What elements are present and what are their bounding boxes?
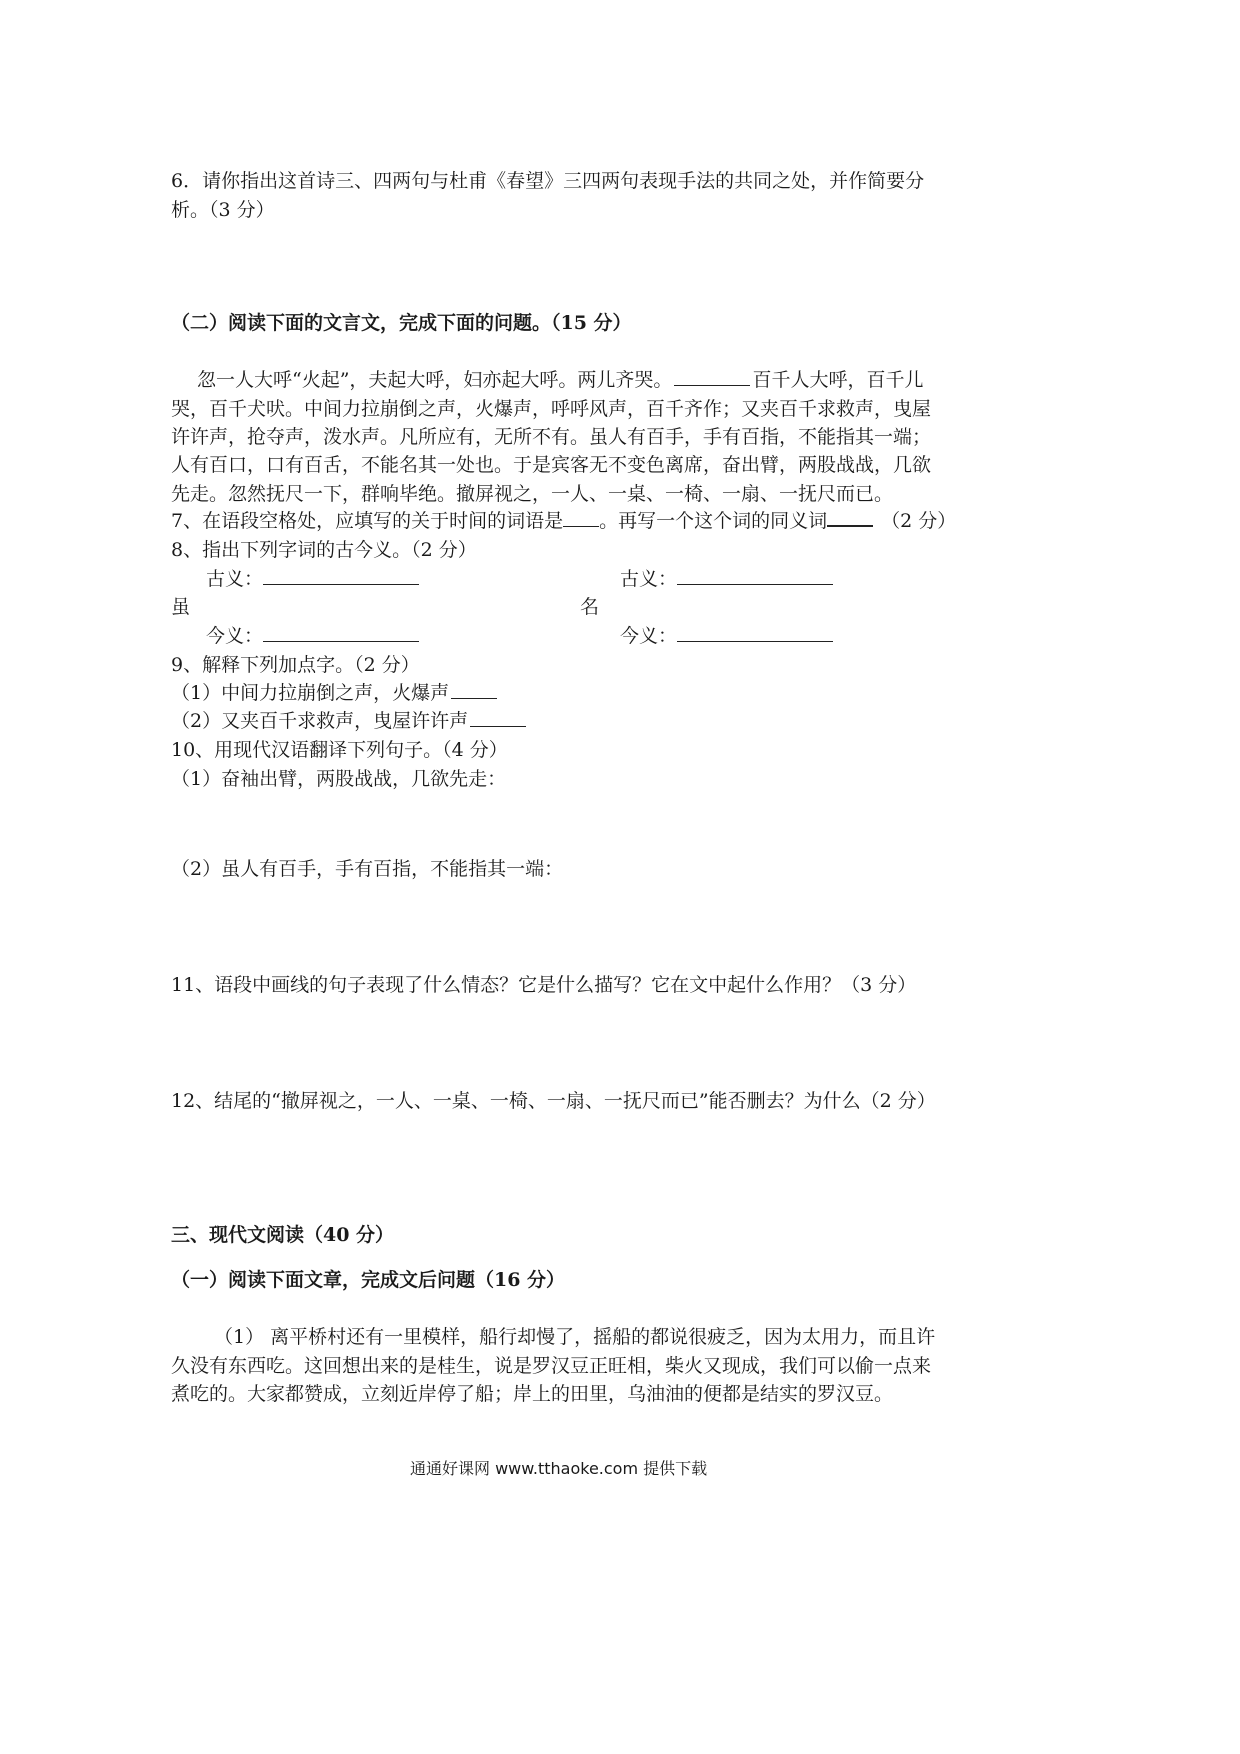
question-6-line2: 析。（3 分） (171, 199, 275, 221)
question-10-item-1: （1）奋袖出臂，两股战战，几欲先走： (171, 768, 507, 790)
question-6-line1: 6．请你指出这首诗三、四两句与杜甫《春望》三四两句表现手法的共同之处，并作简要分 (171, 170, 925, 192)
word1-jin-row (206, 620, 419, 652)
jin-label: 今义： (620, 625, 678, 647)
question-9-item-1-text: （1）中间力拉崩倒之声，火爆声 (171, 682, 450, 704)
word1-gu-blank[interactable] (263, 564, 419, 585)
passage-line-1 (197, 364, 923, 396)
time-word-blank[interactable] (674, 365, 750, 386)
word2-gu-row (620, 563, 833, 595)
question-11: 11、语段中画线的句子表现了什么情态？它是什么描写？它在文中起什么作用？（3 分） (171, 974, 917, 996)
word2-gu-blank[interactable] (677, 564, 833, 585)
question-9: 9、解释下列加点字。（2 分） (171, 654, 420, 676)
answer-blank-synonym[interactable] (827, 505, 873, 527)
modern-passage-line-1: （1） 离平桥村还有一里模样，船行却慢了，摇船的都说很疲乏，因为太用力，而且许 (214, 1326, 936, 1348)
section-3-heading: 三、现代文阅读（40 分） (171, 1224, 395, 1246)
question-7-text-a: 7、在语段空格处，应填写的关于时间的词语是 (171, 510, 564, 532)
question-7-text-b: 。再写一个这个词的同义词 (599, 510, 828, 532)
answer-blank-time-word[interactable] (563, 506, 599, 527)
gu-label: 古义： (206, 568, 264, 590)
passage-line-1-text: 忽一人大呼“火起”，夫起大呼，妇亦起大呼。两儿齐哭。 (197, 369, 673, 391)
word1-gu-row (206, 563, 419, 595)
word1-label: 虽 (171, 596, 191, 618)
question-9-item-2 (171, 705, 526, 737)
question-12: 12、结尾的“撤屏视之，一人、一桌、一椅、一扇、一抚尺而已”能否删去？为什么（2 分） (171, 1090, 936, 1112)
modern-passage-line-2: 久没有东西吃。这回想出来的是桂生，说是罗汉豆正旺相，柴火又现成，我们可以偷一点来 (171, 1355, 932, 1377)
question-8: 8、指出下列字词的古今义。（2 分） (171, 539, 477, 561)
gu-label: 古义： (620, 568, 678, 590)
answer-blank-9-2[interactable] (470, 706, 526, 727)
section-2-heading: （二）阅读下面的文言文，完成下面的问题。（15 分） (171, 312, 632, 334)
modern-passage-line-3: 煮吃的。大家都赞成，立刻近岸停了船；岸上的田里，乌油油的便都是结实的罗汉豆。 (171, 1383, 894, 1405)
passage-line-3: 许许声，抢夺声，泼水声。凡所应有，无所不有。虽人有百手，手有百指，不能指其一端； (171, 426, 932, 448)
jin-label: 今义： (206, 625, 264, 647)
question-10: 10、用现代汉语翻译下列句子。（4 分） (171, 739, 508, 761)
footer-text: 通通好课网 www.tthaoke.com 提供下载 (410, 1459, 708, 1478)
question-7-score: （2 分） (881, 510, 957, 532)
word2-jin-blank[interactable] (677, 621, 833, 642)
question-7 (171, 505, 956, 537)
question-10-item-2: （2）虽人有百手，手有百指，不能指其一端： (171, 858, 564, 880)
passage-line-2: 哭，百千犬吠。中间力拉崩倒之声，火爆声，呼呼风声，百千齐作；又夹百千求救声，曳屋 (171, 398, 932, 420)
question-9-item-2-text: （2）又夹百千求救声，曳屋许许声 (171, 710, 469, 732)
section-3-subheading: （一）阅读下面文章，完成文后问题（16 分） (171, 1269, 566, 1291)
word2-jin-row (620, 620, 833, 652)
word2-label: 名 (580, 596, 600, 618)
answer-blank-9-1[interactable] (451, 678, 497, 699)
passage-line-4: 人有百口，口有百舌，不能名其一处也。于是宾客无不变色离席，奋出臂，两股战战，几欲 (171, 454, 932, 476)
passage-line-1-tail: 百千人大呼，百千儿 (752, 369, 924, 391)
word1-jin-blank[interactable] (263, 621, 419, 642)
passage-line-5: 先走。忽然抚尺一下，群响毕绝。撤屏视之，一人、一桌、一椅、一扇、一抚尺而已。 (171, 483, 894, 505)
